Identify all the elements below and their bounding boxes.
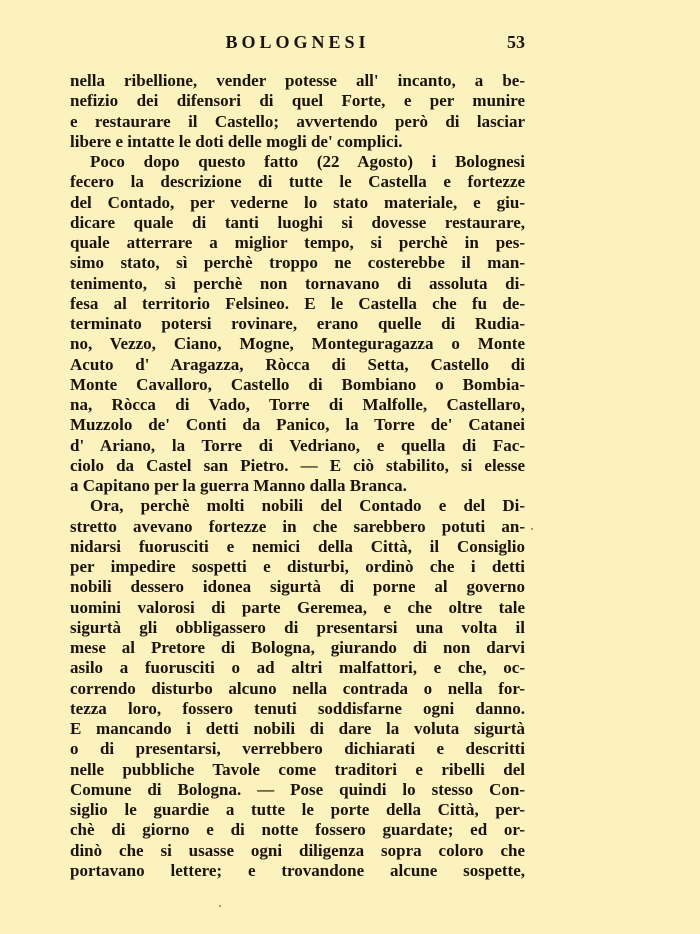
paper-speck — [531, 528, 533, 530]
text-line: nelle pubbliche Tavole come traditori e ribelli del — [70, 759, 525, 779]
text-line: uomini valorosi di parte Geremea, e che oltre tale — [70, 597, 525, 617]
text-line: stretto avevano fortezze in che sarebbero potuti an- — [70, 516, 525, 536]
text-line: asilo a fuorusciti o ad altri malfattori, e che, oc- — [70, 658, 525, 678]
page-number: 53 — [507, 32, 525, 52]
text-line: d' Ariano, la Torre di Vedriano, e quella di Fac- — [70, 435, 525, 455]
text-line: tezza loro, fossero tenuti soddisfarne ogni danno. — [70, 698, 525, 718]
text-line: fesa al territorio Felsineo. E le Castella che fu de- — [70, 293, 525, 313]
text-line: terminato potersi rovinare, erano quelle di Rudia- — [70, 314, 525, 333]
text-line: nefizio dei difensori di quel Forte, e per munire — [70, 91, 525, 111]
text-line: Poco dopo questo fatto (22 Agosto) i Bolognesi — [90, 152, 525, 171]
text-line: Acuto d' Aragazza, Ròcca di Setta, Castello di — [70, 354, 525, 374]
text-line: Monte Cavalloro, Castello di Bombiano o Bombia- — [70, 374, 525, 394]
text-line: Ora, perchè molti nobili del Contado e del Di- — [90, 496, 525, 516]
text-line: nidarsi fuorusciti e nemici della Città, il Consiglio — [70, 536, 525, 556]
text-line: siglio le guardie a tutte le porte della Città, per- — [70, 800, 525, 819]
text-line: del Contado, per vederne lo stato materiale, e giu- — [70, 192, 525, 212]
text-line: Comune di Bologna. — Pose quindi lo stesso Con- — [70, 779, 525, 799]
text-line: no, Vezzo, Ciano, Mogne, Monteguragazza o Monte — [70, 334, 525, 354]
text-line: o di presentarsi, verrebbero dichiarati e descritti — [70, 739, 525, 759]
text-line: nella ribellione, vender potesse all' incanto, a be- — [70, 71, 525, 90]
text-line: mese al Pretore di Bologna, giurando di non darvi — [70, 638, 525, 657]
text-line: correndo disturbo alcuno nella contrada o nella for- — [70, 678, 525, 698]
text-line: quale atterrare a miglior tempo, si perchè in pes- — [70, 233, 525, 252]
text-line: dinò che si usasse ogni diligenza sopra coloro che — [70, 840, 525, 860]
text-line: nobili dessero idonea sigurtà di porne al governo — [70, 577, 525, 597]
body-text — [70, 71, 525, 881]
text-line: fecero la descrizione di tutte le Castella e fortezze — [70, 172, 525, 192]
text-line: E mancando i detti nobili di dare la voluta sigurtà — [70, 719, 525, 738]
text-line: libere e intatte le doti delle mogli de' complici. — [70, 131, 403, 151]
text-line: e restaurare il Castello; avvertendo però di lasciar — [70, 111, 525, 131]
running-title: BOLOGNESI — [225, 32, 370, 52]
text-line: chè di giorno e di notte fossero guardate; ed or- — [70, 820, 525, 840]
paper-speck — [219, 905, 221, 907]
text-line: dicare quale di tanti luoghi si dovesse restaurare, — [70, 212, 525, 232]
text-line: tenimento, sì perchè non tornavano di assoluta di- — [70, 273, 525, 293]
text-line: per impedire sospetti e disturbi, ordinò che i detti — [70, 557, 525, 576]
text-line: ciolo da Castel san Pietro. — E ciò stabilito, si elesse — [70, 455, 525, 475]
text-line: portavano lettere; e trovandone alcune sospette, — [70, 860, 525, 880]
text-line: simo stato, sì perchè troppo ne costerebbe il man- — [70, 253, 525, 273]
text-line: na, Ròcca di Vado, Torre di Malfolle, Castellaro, — [70, 395, 525, 414]
text-line: Muzzolo de' Conti da Panico, la Torre de' Catanei — [70, 415, 525, 435]
running-head — [70, 32, 525, 56]
text-line: a Capitano per la guerra Manno dalla Branca. — [70, 476, 407, 495]
text-line: sigurtà gli obbligassero di presentarsi una volta il — [70, 617, 525, 637]
